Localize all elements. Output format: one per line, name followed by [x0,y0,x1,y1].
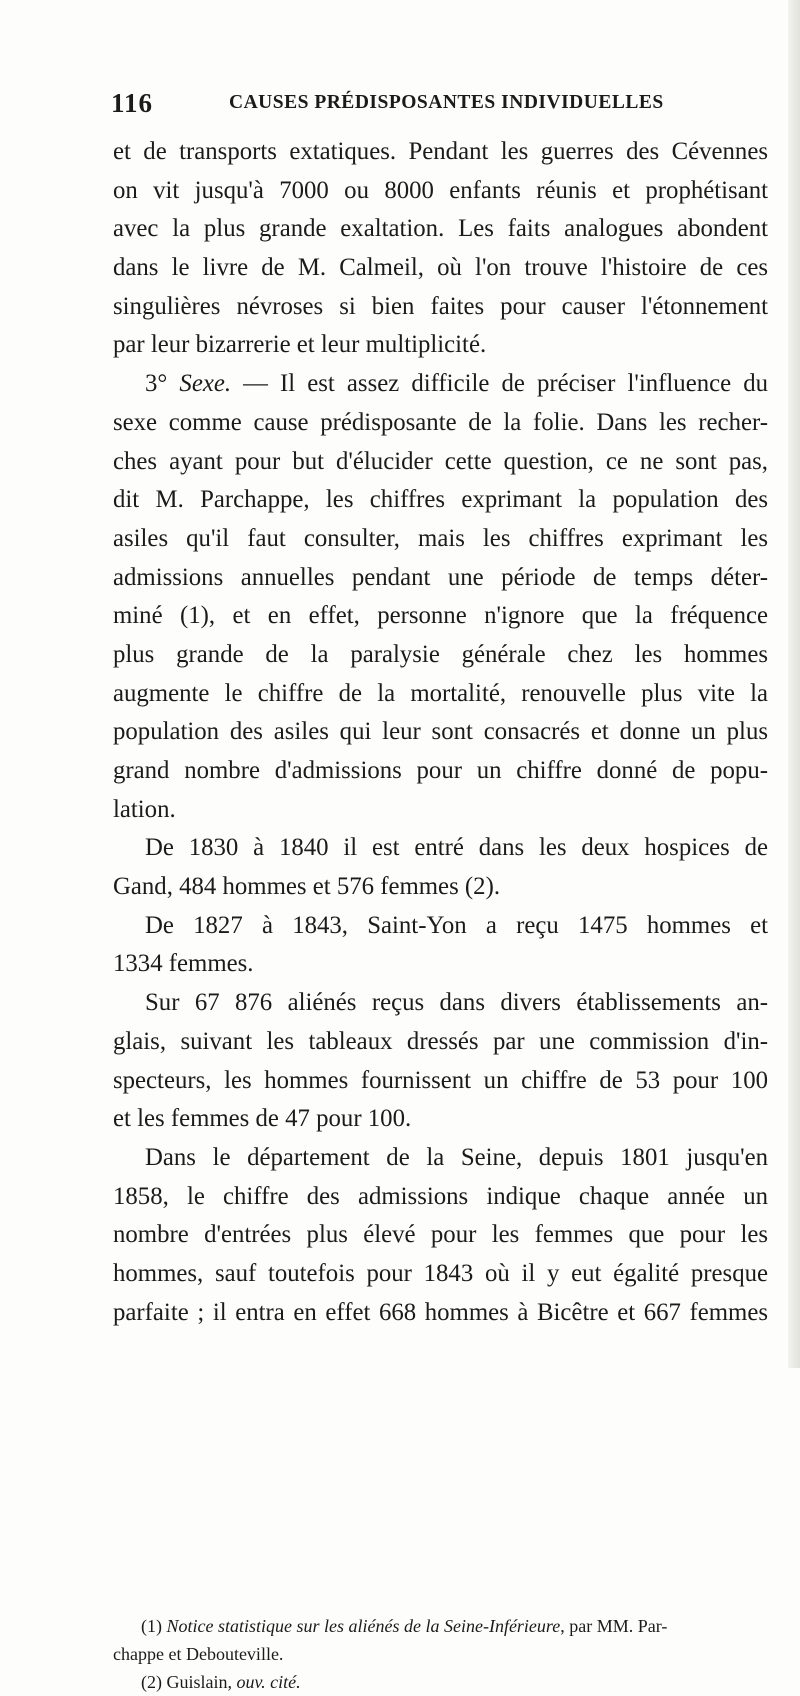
text-line: avec la plus grande exaltation. Les faits analogues abondent [113,215,768,243]
text-line: grand nombre d'admissions pour un chiffre donné de popu- [113,757,768,784]
footnote-1 [113,1612,768,1640]
footnotes [113,1612,768,1696]
text-line: hommes, sauf toutefois pour 1843 où il y eut égalité presque [113,1259,768,1287]
text-line: on vit jusqu'à 7000 ou 8000 enfants réunis et prophétisant [113,176,768,204]
text-line: 1334 femmes. [113,950,254,978]
text-line: Dans le département de la Seine, depuis 1801 jusqu'en [145,1143,768,1171]
text-line: singulières névroses si bien faites pour causer l'étonnement [113,292,768,320]
text-line: glais, suivant les tableaux dressés par une commission d'in- [113,1027,768,1055]
page-number: 116 [111,88,154,118]
text-line: admissions annuelles pendant une période de temps déter- [113,563,768,591]
text-line: Gand, 484 hommes et 576 femmes (2). [113,873,501,901]
footnote-1-title: Notice statistique sur les aliénés de la Seine-Inférieure [166,1616,561,1636]
text-line: par leur bizarrerie et leur multiplicité. [113,331,487,359]
text-line: De 1830 à 1840 il est entré dans les deux hospices de [145,834,768,862]
section-number: 3° [145,370,180,398]
text-line: plus grande de la paralysie générale chez les hommes [113,640,768,668]
text-line: ches ayant pour but d'élucider cette question, ce ne sont pas, [113,447,768,475]
footnote-2-mark: (2) Guislain, [141,1672,237,1692]
text-line: miné (1), et en effet, personne n'ignore que la fréquence [113,602,768,630]
text-line: parfaite ; il entra en effet 668 hommes à Bicêtre et 667 femmes [113,1298,768,1326]
section-sexe-heading-line [113,365,768,404]
text-line: dit M. Parchappe, les chiffres exprimant la population des [113,486,768,514]
text-line: et les femmes de 47 pour 100. [113,1105,412,1133]
footnote-2 [113,1668,768,1696]
text-line: dans le livre de M. Calmeil, où l'on trouve l'histoire de ces [113,254,768,282]
page-header [111,88,731,128]
text-line: sexe comme cause prédisposante de la folie. Dans les recher- [113,408,768,436]
text-line: lation. [113,795,176,823]
text-line: De 1827 à 1843, Saint-Yon a reçu 1475 hommes et [145,911,768,939]
body-text [113,133,768,1332]
footnote-1-mark: (1) [141,1616,167,1636]
page-edge-shadow [788,0,800,1368]
text-line: population des asiles qui leur sont consacrés et donne un plus [113,718,768,746]
footnote-1-rest: , par MM. Par- [560,1616,668,1636]
text-line: 1858, le chiffre des admissions indique chaque année un [113,1182,768,1210]
section-title: Sexe. [179,370,232,398]
text-line: augmente le chiffre de la mortalité, renouvelle plus vite la [113,679,768,707]
footnote-1-continuation: chappe et Debouteville. [113,1644,284,1664]
text-line: et de transports extatiques. Pendant les guerres des Cévennes [113,138,768,165]
text-line: Sur 67 876 aliénés reçus dans divers établissements an- [145,989,768,1017]
text-line: nombre d'entrées plus élevé pour les femmes que pour les [113,1221,768,1249]
text-line: asiles qu'il faut consulter, mais les chiffres exprimant les [113,524,768,552]
section-text: — Il est assez difficile de préciser l'influence du [231,370,769,398]
footnote-2-title: ouv. cité. [236,1672,301,1692]
text-line: specteurs, les hommes fournissent un chiffre de 53 pour 100 [113,1066,768,1094]
running-title: CAUSES PRÉDISPOSANTES INDIVIDUELLES [229,92,664,113]
